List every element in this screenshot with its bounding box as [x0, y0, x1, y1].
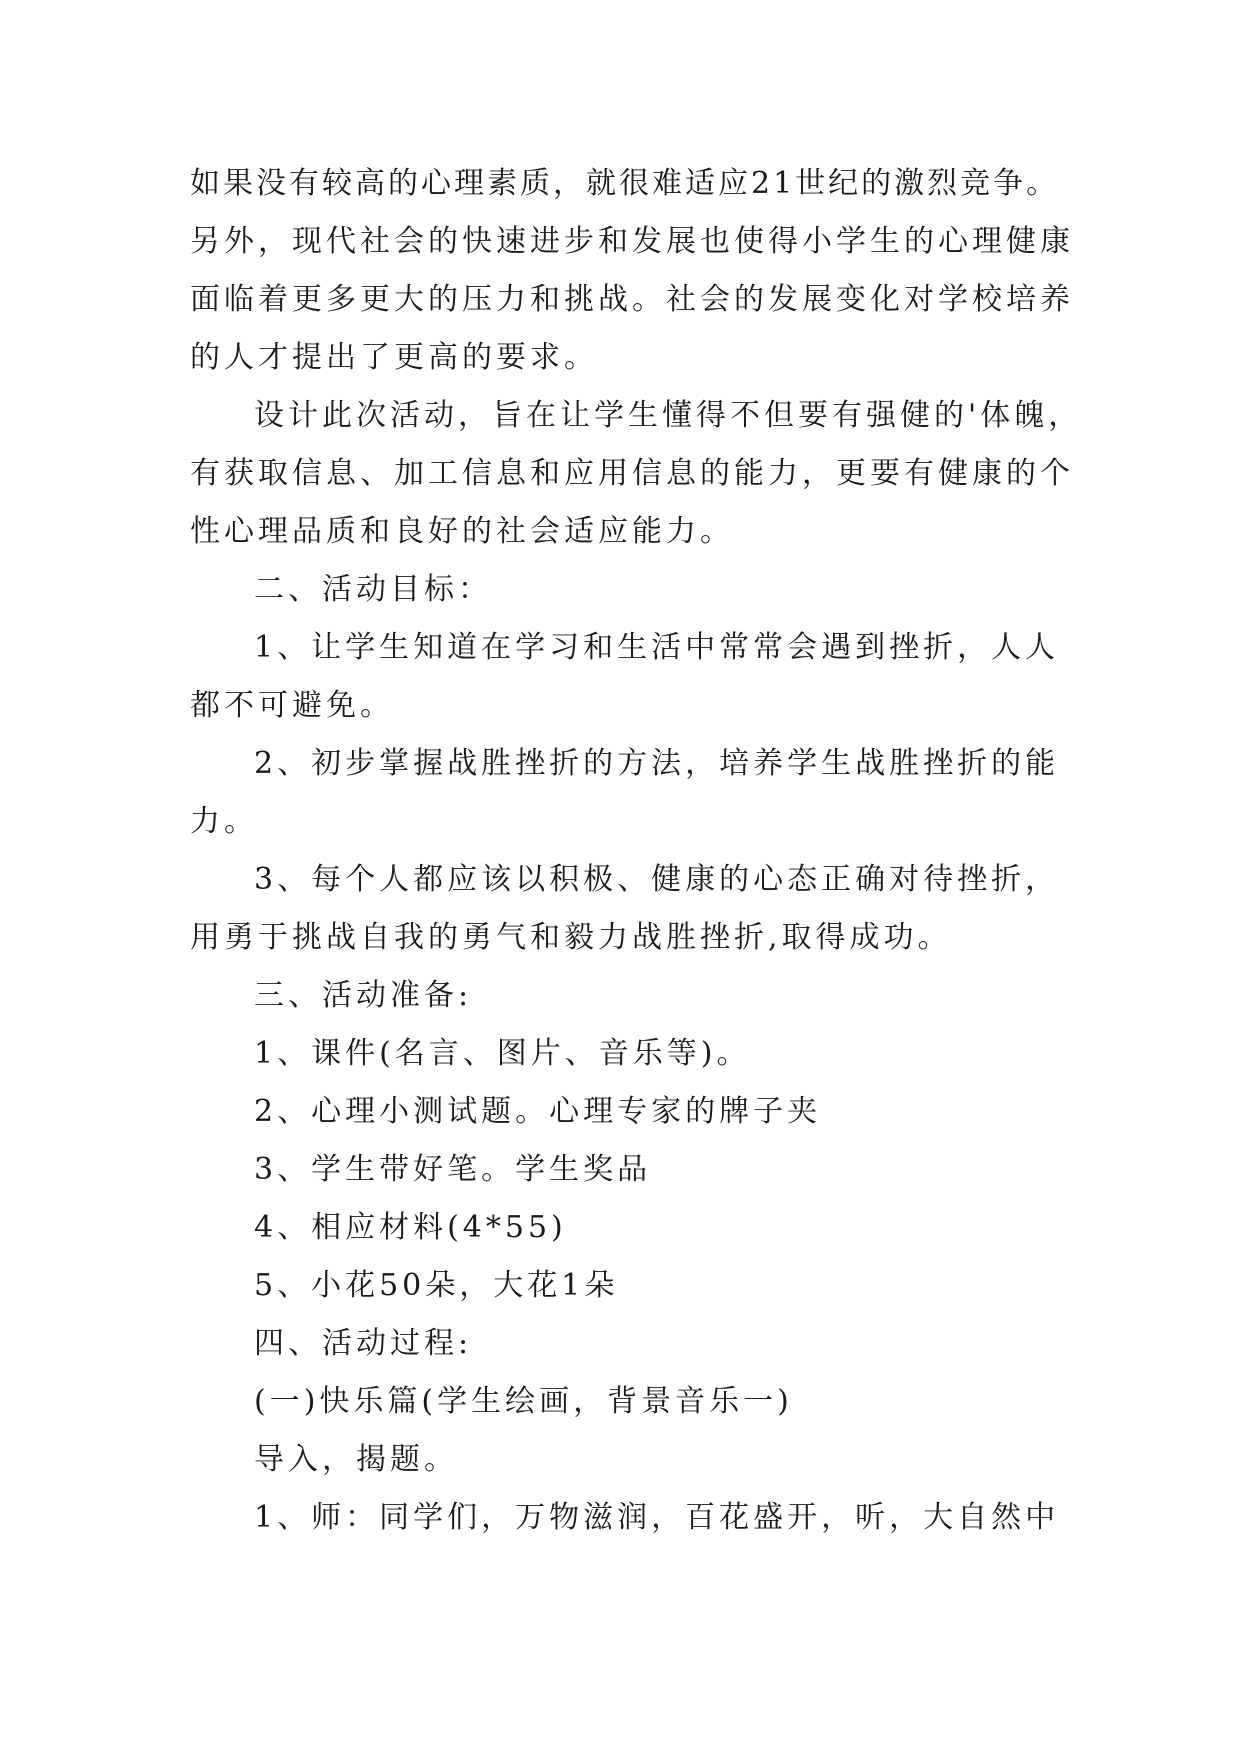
paragraph-line: 有获取信息、加工信息和应用信息的能力，更要有健康的个	[190, 456, 1074, 491]
list-item: 1、师：同学们，万物滋润，百花盛开，听，大自然中	[254, 1500, 1060, 1535]
paragraph-line: 设计此次活动，旨在让学生懂得不但要有强健的'体魄，	[254, 398, 1083, 433]
paragraph-line: 导入，揭题。	[254, 1442, 458, 1477]
list-item: 1、课件(名言、图片、音乐等)。	[254, 1036, 751, 1071]
paragraph-line: 的人才提出了更高的要求。	[190, 340, 598, 375]
list-item: 5、小花50朵，大花1朵	[254, 1268, 619, 1303]
list-item-continuation: 用勇于挑战自我的勇气和毅力战胜挫折,取得成功。	[190, 920, 952, 955]
list-item-continuation: 力。	[190, 804, 258, 839]
list-item: 1、让学生知道在学习和生活中常常会遇到挫折，人人	[254, 630, 1060, 665]
paragraph-line: 性心理品质和良好的社会适应能力。	[190, 514, 734, 549]
list-item: 2、心理小测试题。心理专家的牌子夹	[254, 1094, 822, 1129]
section-heading: 四、活动过程:	[254, 1326, 473, 1361]
paragraph-line: 面临着更多更大的压力和挑战。社会的发展变化对学校培养	[190, 282, 1074, 317]
paragraph-line: 另外，现代社会的快速进步和发展也使得小学生的心理健康	[190, 224, 1074, 259]
document-body	[190, 155, 1083, 1547]
section-heading: 三、活动准备:	[254, 978, 473, 1013]
list-item: 3、每个人都应该以积极、健康的心态正确对待挫折，	[254, 862, 1060, 897]
section-heading: 二、活动目标：	[254, 572, 492, 607]
list-item: 2、初步掌握战胜挫折的方法，培养学生战胜挫折的能	[254, 746, 1060, 781]
list-item-continuation: 都不可避免。	[190, 688, 394, 723]
subsection-heading: (一)快乐篇(学生绘画，背景音乐一)	[254, 1384, 793, 1419]
list-item: 4、相应材料(4*55)	[254, 1210, 567, 1245]
paragraph-line: 如果没有较高的心理素质，就很难适应21世纪的激烈竞争。	[190, 166, 1060, 201]
list-item: 3、学生带好笔。学生奖品	[254, 1152, 652, 1187]
